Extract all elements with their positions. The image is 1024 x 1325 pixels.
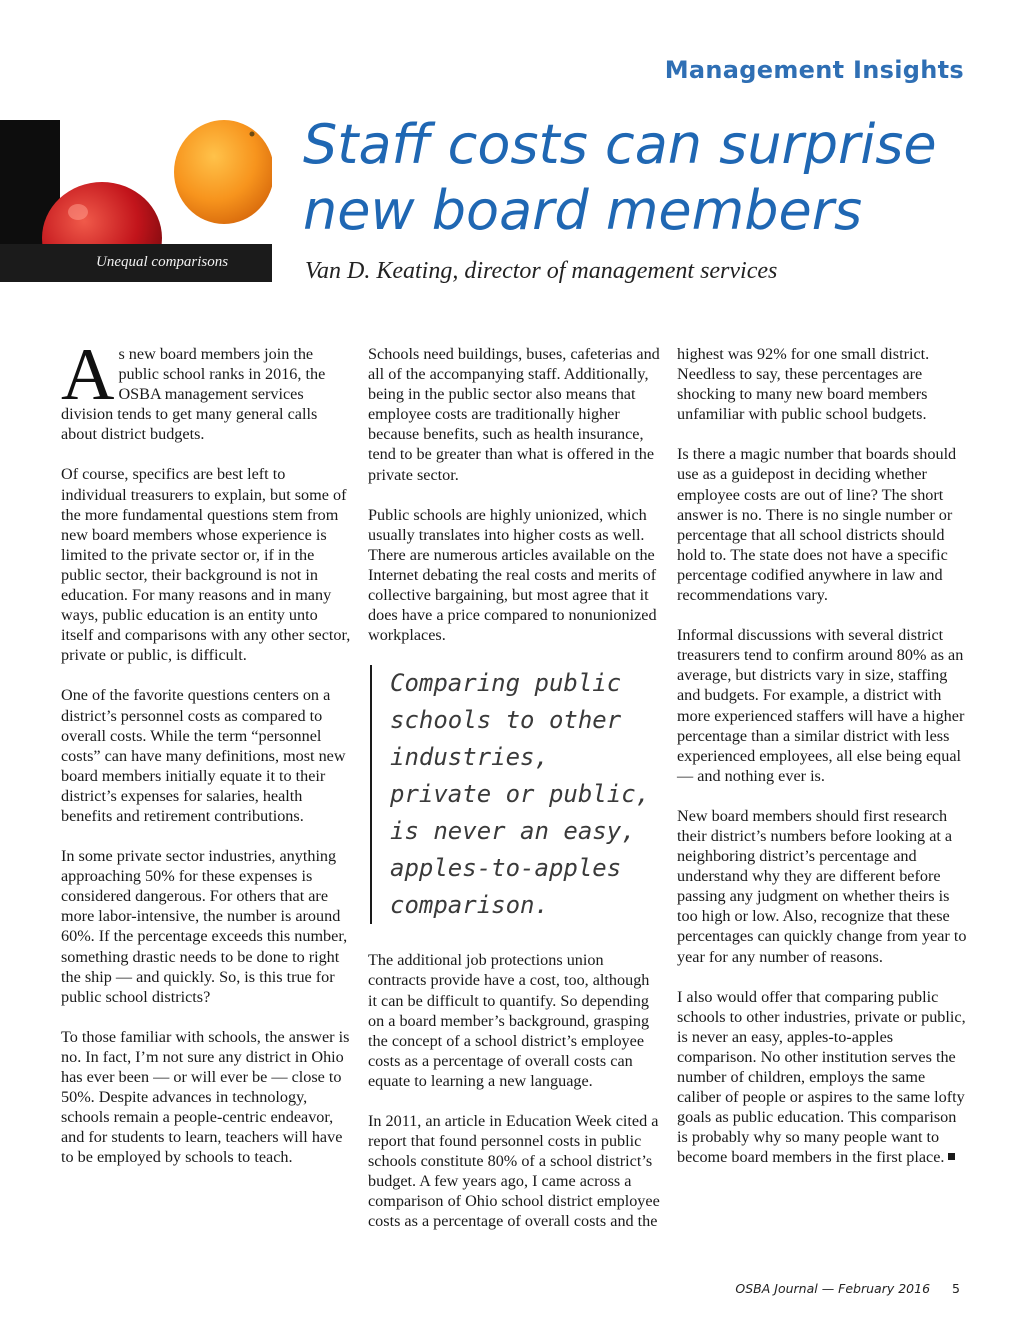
image-caption: Unequal comparisons bbox=[96, 254, 229, 270]
paragraph: Schools need buildings, buses, cafeterias and all of the accompanying staff. Additionally, being in the public sector also means that employee costs are traditionally higher because benefits, such as health insurance, tend to be greater than what is offered in the private sector. bbox=[368, 345, 660, 484]
pull-quote: Comparing public schools to other industries, private or public, is never an easy, apples-to-apples comparison. bbox=[370, 665, 660, 924]
journal-name: OSBA Journal — February 2016 bbox=[735, 1281, 931, 1296]
paragraph: Informal discussions with several district treasurers tend to confirm around 80% as an average, but districts vary in size, staffing and budgets. For example, a district with more experienced staffers will have a higher percentage than a similar district with less experienced employees, all else being equal — and nothing ever is. bbox=[677, 626, 965, 785]
article-column-1 bbox=[61, 334, 351, 1187]
article-column-3 bbox=[677, 344, 969, 1187]
paragraph: In 2011, an article in Education Week cited a report that found personnel costs in public schools constitute 80% of a school district’s budget. A few years ago, I came across a comparison of Ohio school district employee costs as a percentage of overall costs and the bbox=[368, 1111, 660, 1231]
article-column-2 bbox=[368, 344, 660, 1252]
drop-cap: A bbox=[61, 334, 115, 416]
paragraph: Of course, specifics are best left to individual treasurers to explain, but some of the more fundamental questions stem from new board members whose experience is limited to the private sector or, if in the public sector, their background is not in education. For many reasons and in many ways, public education is an entity unto itself and comparisons with any other sector, private or public, is difficult. bbox=[61, 465, 351, 665]
paragraph-text: s new board members join the public school ranks in 2016, the OSBA management services division tends to get many general calls about district budgets. bbox=[61, 345, 326, 444]
paragraph: In some private sector industries, anything approaching 50% for these expenses is considered dangerous. For others that are more labor-intensive, the number is around 60%. If the percentage exceeds this number, something drastic needs to be done to right the ship — and quickly. So, is this true for public school districts? bbox=[61, 847, 348, 1006]
paragraph: To those familiar with schools, the answer is no. In fact, I’m not sure any district in Ohio has ever been — or will ever be — close to 50%. Despite advances in technology, schools remain a people-centric endeavor, and for students to learn, teachers will have to be employed by schools to teach. bbox=[61, 1027, 350, 1167]
end-mark-icon bbox=[948, 1153, 955, 1160]
section-label: Management Insights bbox=[664, 56, 964, 84]
paragraph: New board members should first research their district’s numbers before looking at a neighboring district’s percentage and understand why they are different before passing any judgment on whether theirs is too high or low. Also, recognize that these percentages can quickly change from year to year for any number of reasons. bbox=[677, 806, 967, 966]
paragraph: highest was 92% for one small district. Needless to say, these percentages are shocking to many new board members unfamiliar with public school budgets. bbox=[677, 345, 930, 424]
paragraph-text: I also would offer that comparing public schools to other industries, private or public, is never an easy, apples-to-apples comparison. No other institution serves the number of children, employs the same caliber of people or aspires to the same lofty goals as public education. This comparison is probably why so many people want to become board members in the first place. bbox=[677, 987, 966, 1167]
paragraph: Public schools are highly unionized, which usually translates into higher costs as well. There are numerous articles available on the Internet debating the real costs and merits of collective bargaining, but most agree that it does have a price compared to nonunionized workplaces. bbox=[368, 505, 657, 645]
paragraph bbox=[677, 987, 969, 1168]
article-title: Staff costs can surprise new board members bbox=[303, 113, 937, 242]
paragraph: Is there a magic number that boards should use as a guidepost in deciding whether employee costs are out of line? The short answer is no. There is no single number or percentage that all school districts should hold to. The state does not have a specific percentage codified anywhere in law and recommendations vary. bbox=[677, 445, 957, 605]
paragraph bbox=[61, 334, 351, 444]
paragraph: The additional job protections union contracts provide have a cost, too, although it can be difficult to quantify. So depending on a board member’s background, grasping the concept of a school district’s employee costs as a percentage of overall costs can equate to learning a new language. bbox=[368, 951, 650, 1090]
page-footer bbox=[735, 1281, 960, 1296]
article-byline: Van D. Keating, director of management services bbox=[305, 258, 778, 284]
page-number: 5 bbox=[952, 1281, 960, 1296]
paragraph: One of the favorite questions centers on a district’s personnel costs as compared to overall costs. While the term “personnel costs” can have many definitions, most new board members initially equate it to their district’s expenses for salaries, health benefits and retirement contributions. bbox=[61, 686, 346, 825]
